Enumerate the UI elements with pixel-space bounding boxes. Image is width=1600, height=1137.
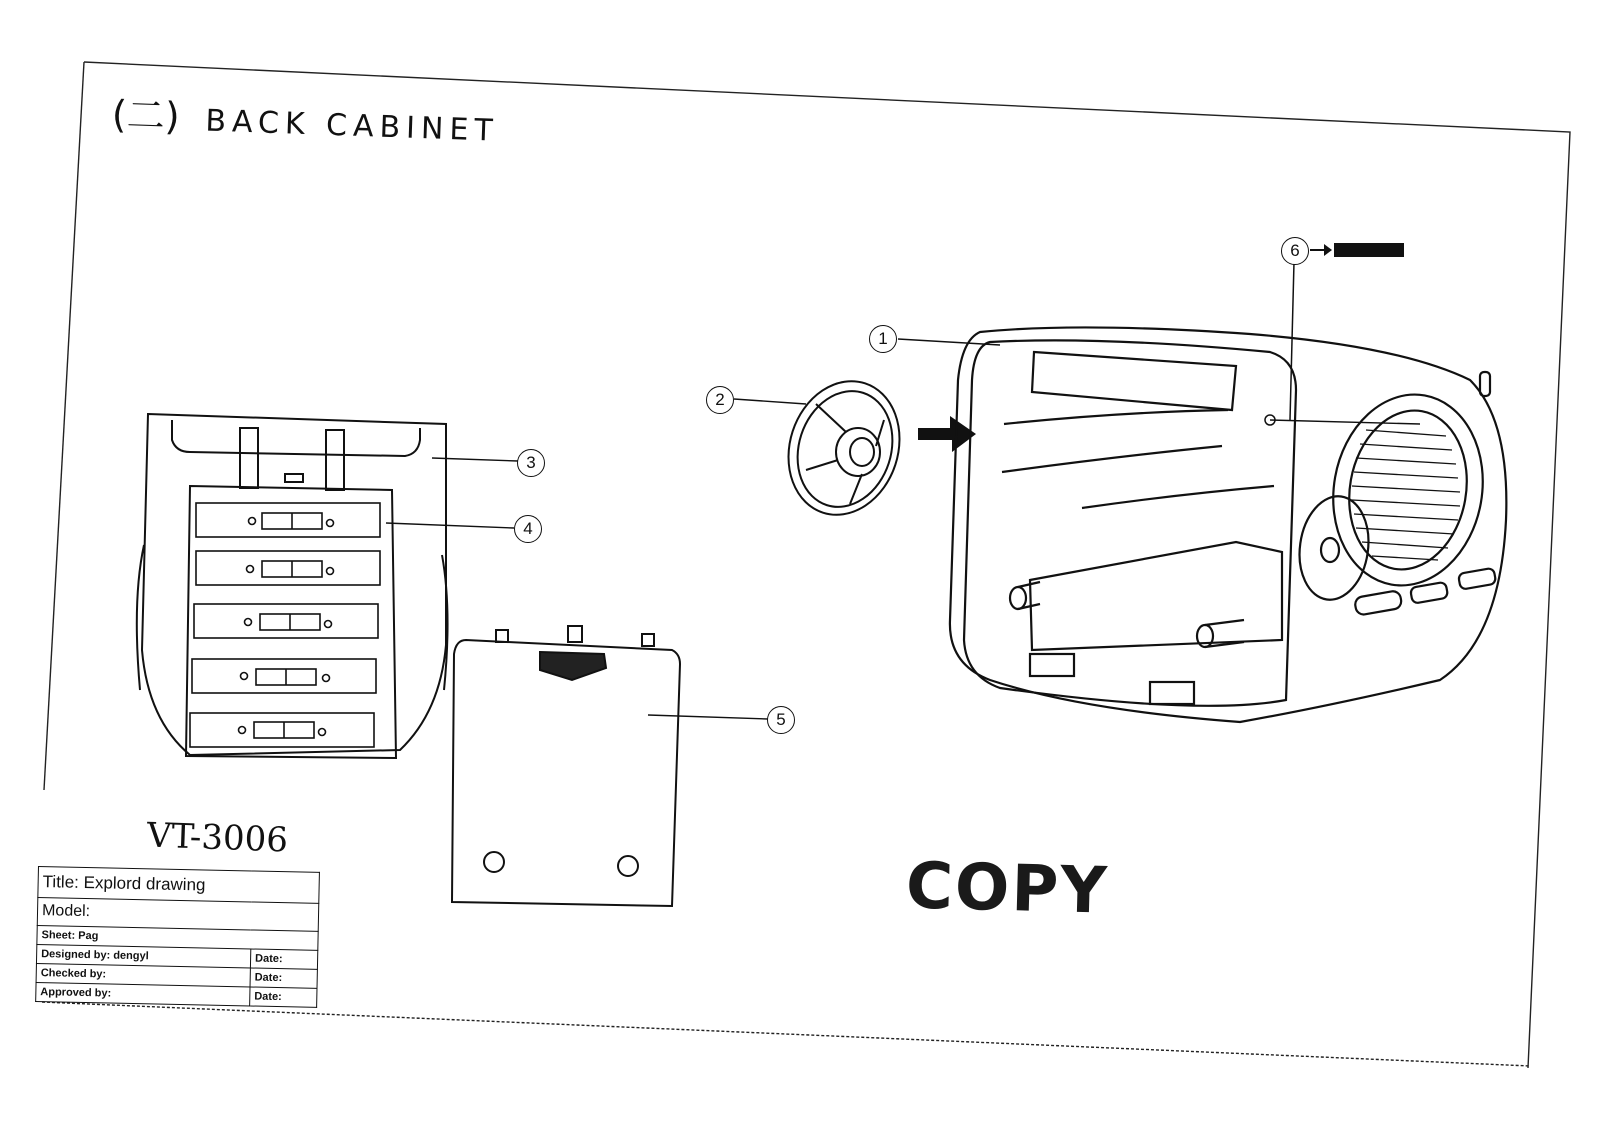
title-block-sheet: Sheet: Pag [37,925,318,950]
section-mark: (二) [111,92,181,139]
title-block-date-1: Date: [250,949,317,969]
battery-cover [452,626,680,906]
title-block-approved-by: Approved by: [36,982,250,1006]
copy-stamp: COPY [905,849,1110,929]
title-block-designed-by: Designed by: dengyl [36,944,250,968]
title-block [35,866,320,1008]
callout-5: 5 [767,706,795,734]
title-block-checked-by: Checked by: [36,963,250,987]
callout-2: 2 [706,386,734,414]
back-cabinet-frame [137,414,448,758]
back-cabinet-housing [950,327,1506,722]
title-block-date-3: Date: [250,987,317,1008]
model-number-handwritten: VT-3006 [146,815,289,861]
title-block-date-2: Date: [250,968,317,988]
screw [1265,243,1404,425]
title-block-model: Model: [37,897,319,931]
battery-rows [190,503,380,747]
callout-3: 3 [517,449,545,477]
callout-4: 4 [514,515,542,543]
title-block-title: Title: Explord drawing [38,867,320,904]
section-title: BACK CABINET [204,103,500,149]
callout-6: 6 [1281,237,1309,265]
speaker [772,367,917,530]
callout-1: 1 [869,325,897,353]
assembly-arrow [918,416,976,452]
